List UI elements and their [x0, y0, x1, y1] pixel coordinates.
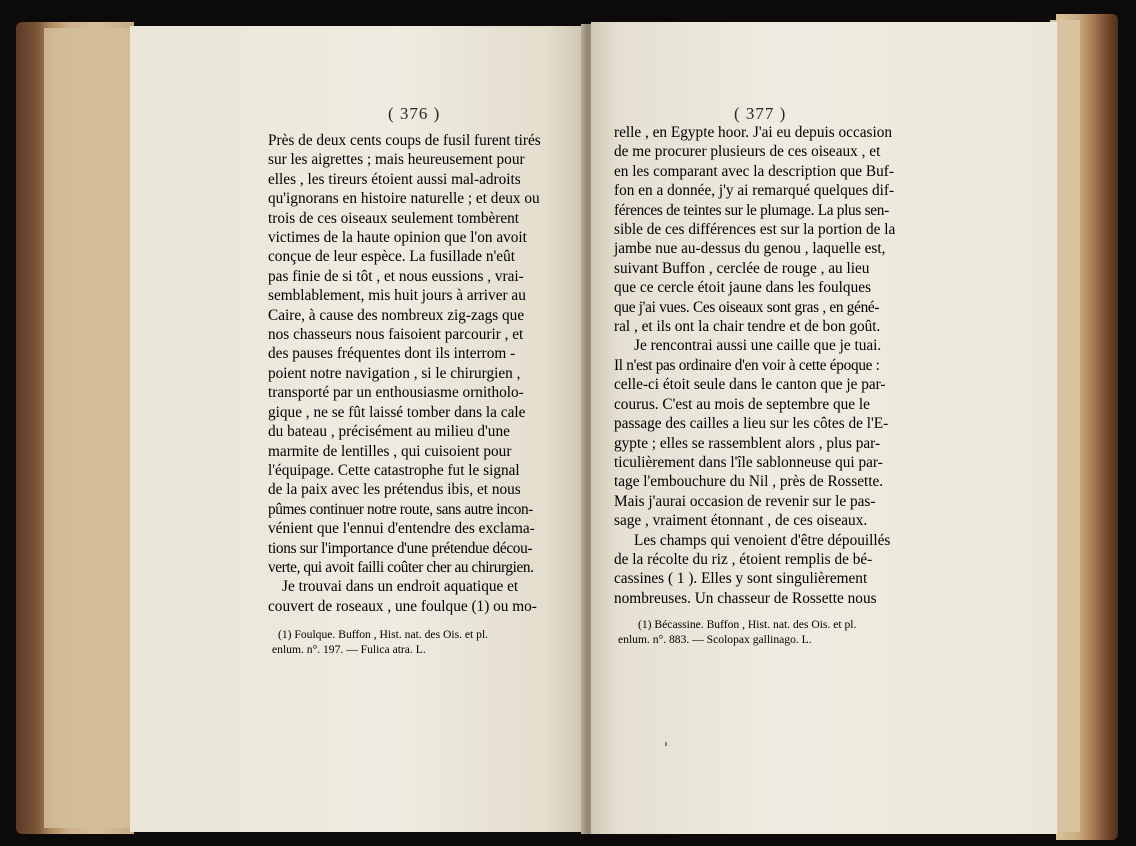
text-line: transporté par un enthousiasme ornitholo- — [268, 384, 524, 402]
text-line: celle-ci étoit seule dans le canton que je par- — [614, 376, 886, 394]
page-number-left: ( 376 ) — [388, 104, 441, 123]
text-line: conçue de leur espèce. La fusillade n'eût — [268, 248, 515, 266]
text-line: ral , et ils ont la chair tendre et de bon goût. — [614, 318, 881, 336]
footnote-line: (1) Foulque. Buffon , Hist. nat. des Ois. et pl. — [278, 628, 489, 641]
text-line: gypte ; elles se rassemblent alors , plus par- — [614, 434, 881, 452]
text-line: de me procurer plusieurs de ces oiseaux , et — [614, 143, 881, 161]
ink-mark — [665, 742, 667, 746]
text-line: sur les aigrettes ; mais heureusement pour — [268, 151, 525, 169]
text-line: verte, qui avoit failli coûter cher au chirurgien. — [268, 558, 534, 576]
text-line: nombreuses. Un chasseur de Rossette nous — [614, 589, 877, 607]
text-line: l'équipage. Cette catastrophe fut le signal — [268, 461, 520, 479]
footnote-line: (1) Bécassine. Buffon , Hist. nat. des Ois. et pl. — [638, 618, 857, 631]
text-line: Mais j'aurai occasion de revenir sur le pas- — [614, 492, 876, 510]
text-line: trois de ces oiseaux seulement tombèrent — [268, 209, 520, 227]
text-line: ticulièrement dans l'île sablonneuse qui par- — [614, 453, 883, 471]
text-line: des pauses fréquentes dont ils interrom - — [268, 345, 516, 363]
left-page-body — [268, 131, 565, 616]
text-line: couvert de roseaux , une foulque (1) ou mo- — [268, 597, 537, 615]
page-edges-left — [44, 28, 134, 828]
text-line: Je trouvai dans un endroit aquatique et — [282, 578, 519, 596]
text-line: que j'ai vues. Ces oiseaux sont gras , en géné- — [614, 298, 880, 316]
text-line: qu'ignorans en histoire naturelle ; et deux ou — [268, 190, 540, 208]
footnote-line: enlum. n°. 197. — Fulica atra. L. — [272, 642, 426, 656]
text-line: sage , vraiment étonnant , de ces oiseaux. — [614, 512, 868, 530]
right-page-body — [614, 123, 924, 608]
text-line: que ce cercle étoit jaune dans les foulques — [614, 279, 871, 297]
text-line: en les comparant avec la description que Buf- — [614, 162, 894, 180]
text-line: Les champs qui venoient d'être dépouillés — [634, 531, 891, 549]
text-line: vénient que l'ennui d'entendre des exclama- — [268, 520, 535, 538]
right-page-footnote — [618, 618, 918, 647]
text-line: victimes de la haute opinion que l'on avoit — [268, 229, 527, 247]
text-line: courus. C'est au mois de septembre que le — [614, 395, 870, 413]
text-line: de la récolte du riz , étoient remplis de bé- — [614, 550, 873, 568]
text-line: fon en a donnée, j'y ai remarqué quelques dif- — [614, 182, 895, 200]
text-line: tions sur l'importance d'une prétendue décou- — [268, 539, 533, 557]
text-line: sible de ces différences est sur la portion de la — [614, 221, 896, 239]
left-page-footnote — [272, 628, 562, 657]
text-line: Caire, à cause des nombreux zig-zags que — [268, 306, 525, 324]
text-line: cassines ( 1 ). Elles y sont singulièrement — [614, 570, 868, 588]
text-line: nos chasseurs nous faisoient parcourir , et — [268, 326, 524, 344]
footnote-line: enlum. n°. 883. — Scolopax gallinago. L. — [618, 632, 812, 646]
text-line: Il n'est pas ordinaire d'en voir à cette époque : — [614, 356, 880, 374]
text-line: passage des cailles a lieu sur les côtes de l'E- — [614, 415, 889, 433]
text-line: tage l'embouchure du Nil , près de Rossette. — [614, 473, 884, 491]
text-line: marmite de lentilles , qui cuisoient pour — [268, 442, 512, 460]
text-line: férences de teintes sur le plumage. La plus sen- — [614, 201, 889, 219]
text-line: pas finie de si tôt , et nous eussions , vrai- — [268, 267, 524, 285]
text-line: Près de deux cents coups de fusil furent tirés — [268, 132, 541, 149]
text-line: relle , en Egypte hoor. J'ai eu depuis occasion — [614, 124, 893, 141]
text-line: jambe nue au-dessus du genou , laquelle est, — [614, 240, 886, 258]
text-line: de la paix avec les prétendus ibis, et nous — [268, 481, 521, 499]
text-line: du bateau , précisément au milieu d'une — [268, 423, 510, 441]
text-line: suivant Buffon , cerclée de rouge , au lieu — [614, 259, 870, 277]
text-line: gique , ne se fût laissé tomber dans la cale — [268, 403, 526, 421]
text-line: pûmes continuer notre route, sans autre incon- — [268, 500, 533, 518]
text-line: poient notre navigation , si le chirurgien , — [268, 364, 521, 382]
text-line: semblablement, mis huit jours à arriver au — [268, 287, 526, 305]
page-number-right: ( 377 ) — [734, 104, 787, 123]
text-line: Je rencontrai aussi une caille que je tuai. — [634, 337, 882, 355]
text-line: elles , les tireurs étoient aussi mal-adroits — [268, 170, 521, 188]
